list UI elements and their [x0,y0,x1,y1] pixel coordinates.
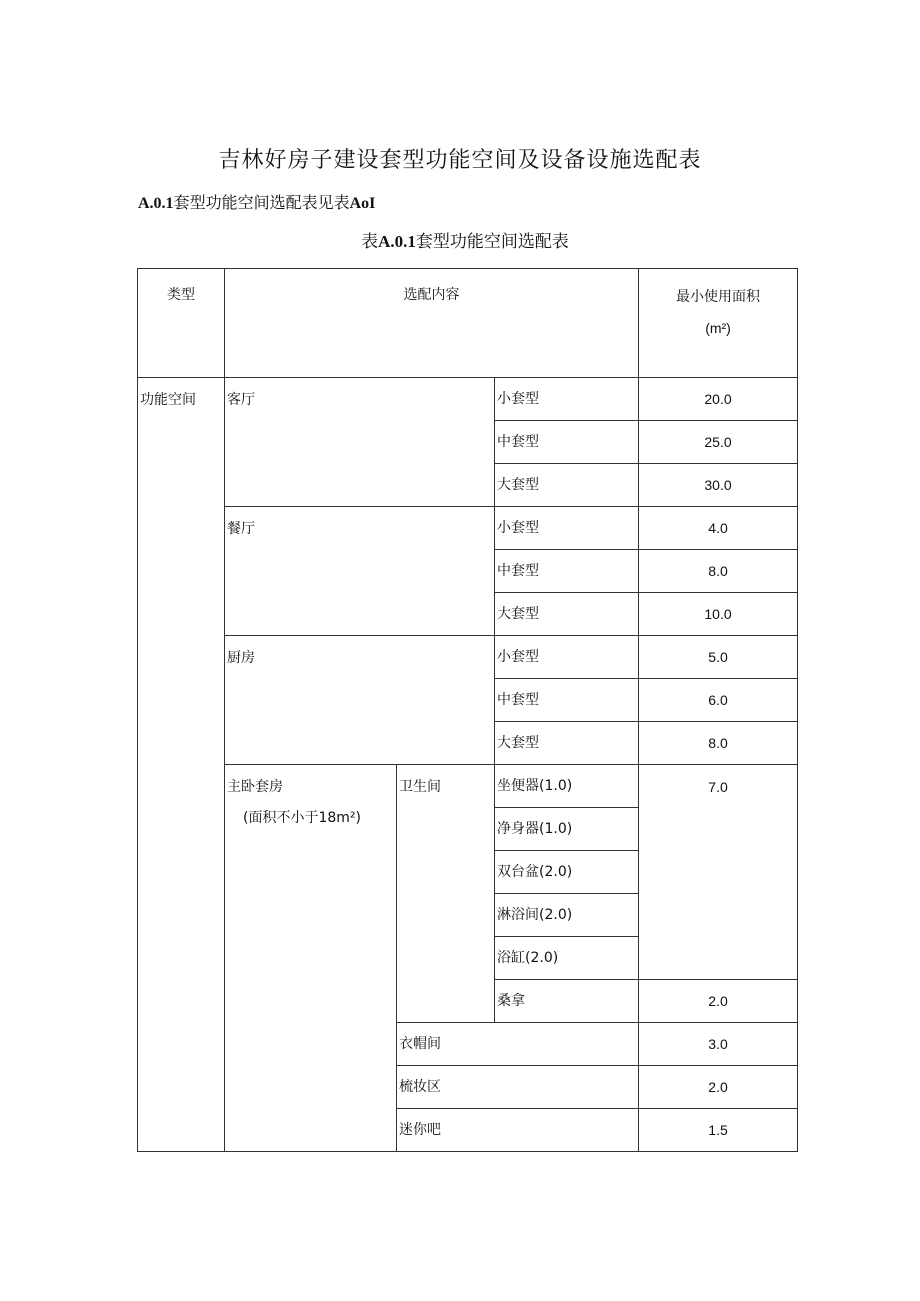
bathroom-area-cell: 7.0 [639,765,798,980]
area-cell: 10.0 [639,593,798,636]
category-cell: 功能空间 [138,378,225,1152]
area-cell: 2.0 [639,980,798,1023]
size-cell: 小套型 [495,507,639,550]
section-number: A.0.1 [138,195,174,212]
extra-cell: 梳妆区 [397,1066,639,1109]
caption-text: 套型功能空间选配表 [415,232,569,252]
area-cell: 5.0 [639,636,798,679]
size-cell: 中套型 [495,679,639,722]
master-suite-note: (面积不小于18m²) [243,809,361,826]
size-cell: 大套型 [495,464,639,507]
size-cell: 大套型 [495,722,639,765]
area-cell: 3.0 [639,1023,798,1066]
header-content: 选配内容 [225,269,639,378]
fixture-cell: 双台盆(2.0) [495,851,639,894]
size-cell: 小套型 [495,636,639,679]
master-suite-name: 主卧套房 [227,779,283,795]
caption-prefix: 表 [361,232,379,252]
sauna-cell: 桑拿 [495,980,639,1023]
table-caption [0,227,920,252]
fixture-cell: 浴缸(2.0) [495,937,639,980]
fixture-cell: 坐便器(1.0) [495,765,639,808]
section-text: 套型功能空间选配表见表 [173,193,350,212]
size-cell: 大套型 [495,593,639,636]
kitchen-cell: 厨房 [225,636,495,765]
table-row [138,507,798,550]
caption-number: A.0.1 [378,232,416,251]
table-row [138,765,798,808]
master-suite-cell [225,765,397,1152]
section-ref: AoI [349,195,376,212]
size-cell: 中套型 [495,421,639,464]
living-room-cell: 客厅 [225,378,495,507]
table-row [138,378,798,421]
area-cell: 20.0 [639,378,798,421]
header-row [138,269,798,378]
area-cell: 8.0 [639,722,798,765]
fixture-cell: 净身器(1.0) [495,808,639,851]
area-cell: 4.0 [639,507,798,550]
document-title: 吉林好房子建设套型功能空间及设备设施选配表 [218,148,702,173]
header-min-area [639,269,798,378]
table-row [138,636,798,679]
area-cell: 1.5 [639,1109,798,1152]
area-cell: 25.0 [639,421,798,464]
header-unit: (m²) [705,319,731,336]
section-heading [138,190,375,213]
size-cell: 小套型 [495,378,639,421]
area-cell: 6.0 [639,679,798,722]
extra-cell: 衣帽间 [397,1023,639,1066]
bathroom-cell: 卫生间 [397,765,495,1023]
area-cell: 2.0 [639,1066,798,1109]
area-cell: 30.0 [639,464,798,507]
dining-room-cell: 餐厅 [225,507,495,636]
fixture-cell: 淋浴间(2.0) [495,894,639,937]
extra-cell: 迷你吧 [397,1109,639,1152]
header-type: 类型 [138,269,225,378]
header-min-area-label: 最小使用面积 [676,289,761,305]
area-cell: 8.0 [639,550,798,593]
size-cell: 中套型 [495,550,639,593]
function-space-table [137,268,798,1152]
